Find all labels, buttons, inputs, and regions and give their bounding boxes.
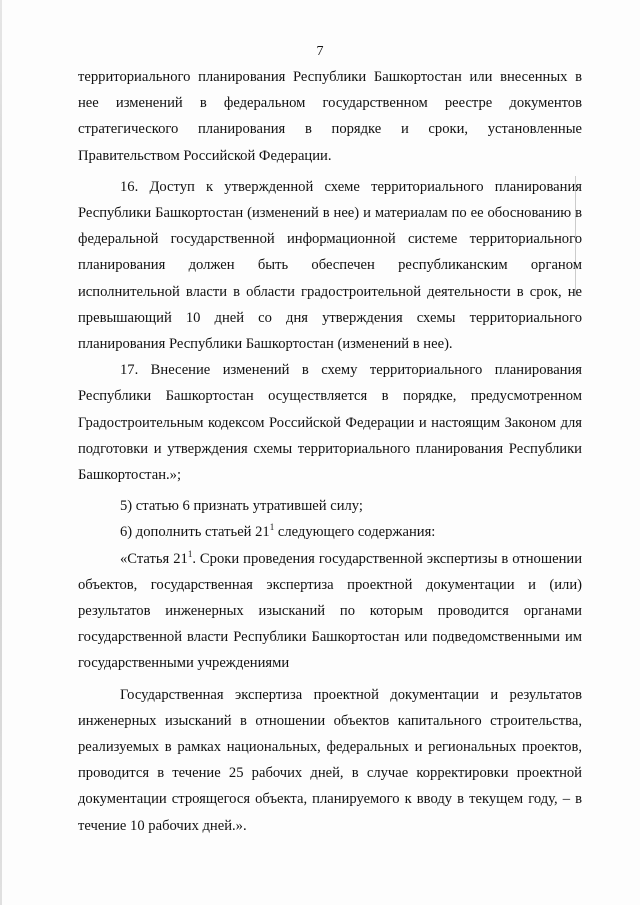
list-item-5: 5) статью 6 признать утратившей силу; <box>120 498 363 515</box>
scan-edge <box>0 0 2 905</box>
page-number: 7 <box>316 44 324 59</box>
list-item-6 <box>78 519 582 545</box>
list-item-6-superscript: 1 <box>269 522 275 533</box>
article-heading-superscript: 1 <box>187 548 193 559</box>
paragraph-continuation: территориального планирования Республики Башкортостан или внесенных в нее изменений в федеральном государственном реестре документов стратегического планирования в порядке и сроки, установленные Правительством Российской Федерации. <box>78 69 582 164</box>
list-item-6-tail: следующего содержания: <box>274 524 436 541</box>
list-item-6-text: 6) дополнить статьей 21 <box>120 524 270 541</box>
article-21-1-heading <box>78 546 582 677</box>
paragraph-expertise-terms: Государственная экспертиза проектной документации и результатов инженерных изысканий в отношении объектов капитального строительства, реализуемых в рамках национальных, федеральных и региональных проектов, проводится в течение 25 рабочих дней, в случае корректировки проектной документации строящегося объекта, планируемого к вводу в текущем году, – в течение 10 рабочих дней.». <box>78 686 582 834</box>
paragraph-17: 17. Внесение изменений в схему территориального планирования Республики Башкортостан осуществляется в порядке, предусмотренном Градостроительным кодексом Российской Федерации и настоящим Законом для подготовки и утверждения схемы территориального планирования Республики Башкортостан.»; <box>78 362 582 484</box>
article-heading-tail: . Сроки проведения государственной экспертизы в отношении объектов, государственная экспертиза проектной документации и (или) результатов инженерных изысканий по которым проводится органами государственной власти Республики Башкортостан или подведомственными им государственными учреждениями <box>78 550 582 672</box>
paragraph-16: 16. Доступ к утвержденной схеме территориального планирования Республики Башкортостан (изменений в нее) и материалам по ее обоснованию в федеральной государственной информационной системе территориального планирования должен быть обеспечен республиканским органом исполнительной власти в области градостроительной деятельности в срок, не превышающий 10 дней со дня утверждения схемы территориального планирования Республики Башкортостан (изменений в нее). <box>78 178 582 353</box>
document-body <box>78 64 582 839</box>
article-heading-text: «Статья 21 <box>120 550 188 567</box>
